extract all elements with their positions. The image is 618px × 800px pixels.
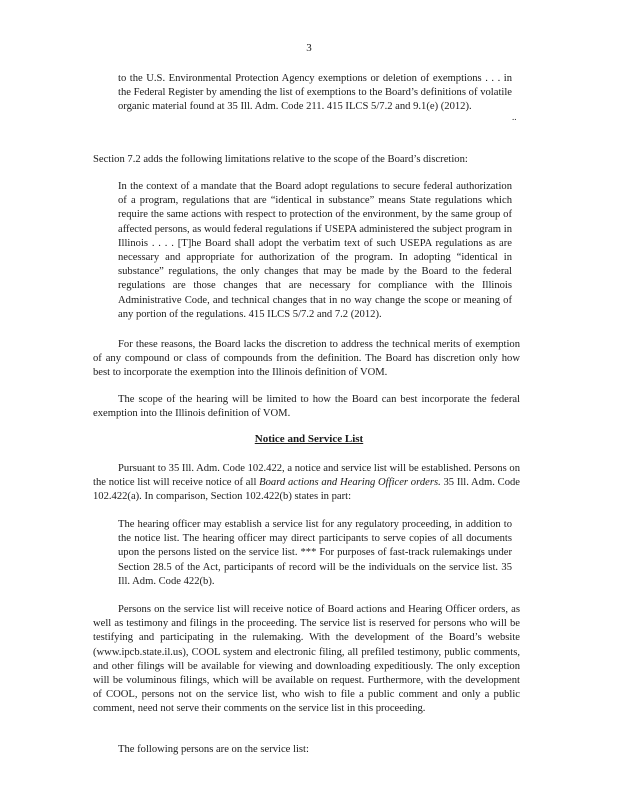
- stray-mark: ..: [512, 112, 517, 122]
- paragraph-board-discretion: For these reasons, the Board lacks the discretion to address the technical merits of exemption of any compound or class of compounds from the definition. The Board has discretion only how best to incorporate the exemption into the Illinois definition of VOM.: [93, 339, 520, 379]
- quote-exemptions: to the U.S. Environmental Protection Agency exemptions or deletion of exemptions . . . in the Federal Register by amending the list of exemptions to the Board’s definitions of volatile organic material found at 35 Ill. Adm. Code 211. 415 ILCS 5/7.2 and 9.1(e) (2012).: [118, 73, 512, 113]
- section-7-2-intro: Section 7.2 adds the following limitations relative to the scope of the Board’s discretion:: [93, 154, 468, 165]
- paragraph-service-list: Persons on the service list will receive notice of Board actions and Hearing Officer orders, as well as testimony and filings in the proceeding. The service list is reserved for persons who will be testifying and participating in the rulemaking. With the development of the Board’s website (www.ipcb.state.il.us), COOL system and electronic filing, all prefiled testimony, public comments, and other filings will be available for viewing and downloading expeditiously. The only exception will be voluminous filings, which will be available on request. Furthermore, with the development of COOL, persons not on the service list, who wish to file a public comment and only a public comment, need not serve their comments on the service list in this proceeding.: [93, 604, 520, 715]
- page-number: 3: [306, 42, 312, 54]
- quote-identical-in-substance: In the context of a mandate that the Board adopt regulations to secure federal authorization of a program, regulations that are “identical in substance” means State regulations which require the same actions with respect to protection of the environment, by the same group of affected persons, as would federal regulations if USEPA administered the subject program in Illinois . . . . [T]he Board shall adopt the verbatim text of such USEPA regulations as are necessary and appropriate for authorization of the program. In adopting “identical in substance” regulations, the only changes that may be made by the Board to the federal regulations are those changes that are necessary for compliance with the Illinois Administrative Code, and technical changes that in no way change the scope or meaning of any portion of the regulations. 415 ILCS 5/7.2 and 7.2 (2012).: [118, 181, 512, 320]
- paragraph-notice-list: [93, 462, 520, 505]
- paragraph-following-persons: The following persons are on the service list:: [118, 744, 309, 755]
- notice-text-a: Pursuant to 35 Ill. Adm. Code 102.422, a notice and service list will be established. Persons on the notice list will receive notice of all: [93, 463, 520, 489]
- notice-text-italic: Board actions and Hearing Officer orders.: [259, 477, 441, 489]
- paragraph-hearing-scope: The scope of the hearing will be limited to how the Board can best incorporate the federal exemption into the Illinois definition of VOM.: [93, 394, 520, 420]
- notice-text-b: 35 Ill. Adm. Code 102.422(a). In comparison, Section 102.422(b) states in part:: [93, 477, 520, 503]
- section-heading-notice-service-list: Notice and Service List: [254, 433, 364, 445]
- quote-service-list: The hearing officer may establish a service list for any regulatory proceeding, in addition to the notice list. The hearing officer may direct participants to serve copies of all documents upon the persons listed on the service list. *** For purposes of fast-track rulemakings under Section 28.5 of the Act, participants of record will be the individuals on the service list. 35 Ill. Adm. Code 422(b).: [118, 519, 512, 587]
